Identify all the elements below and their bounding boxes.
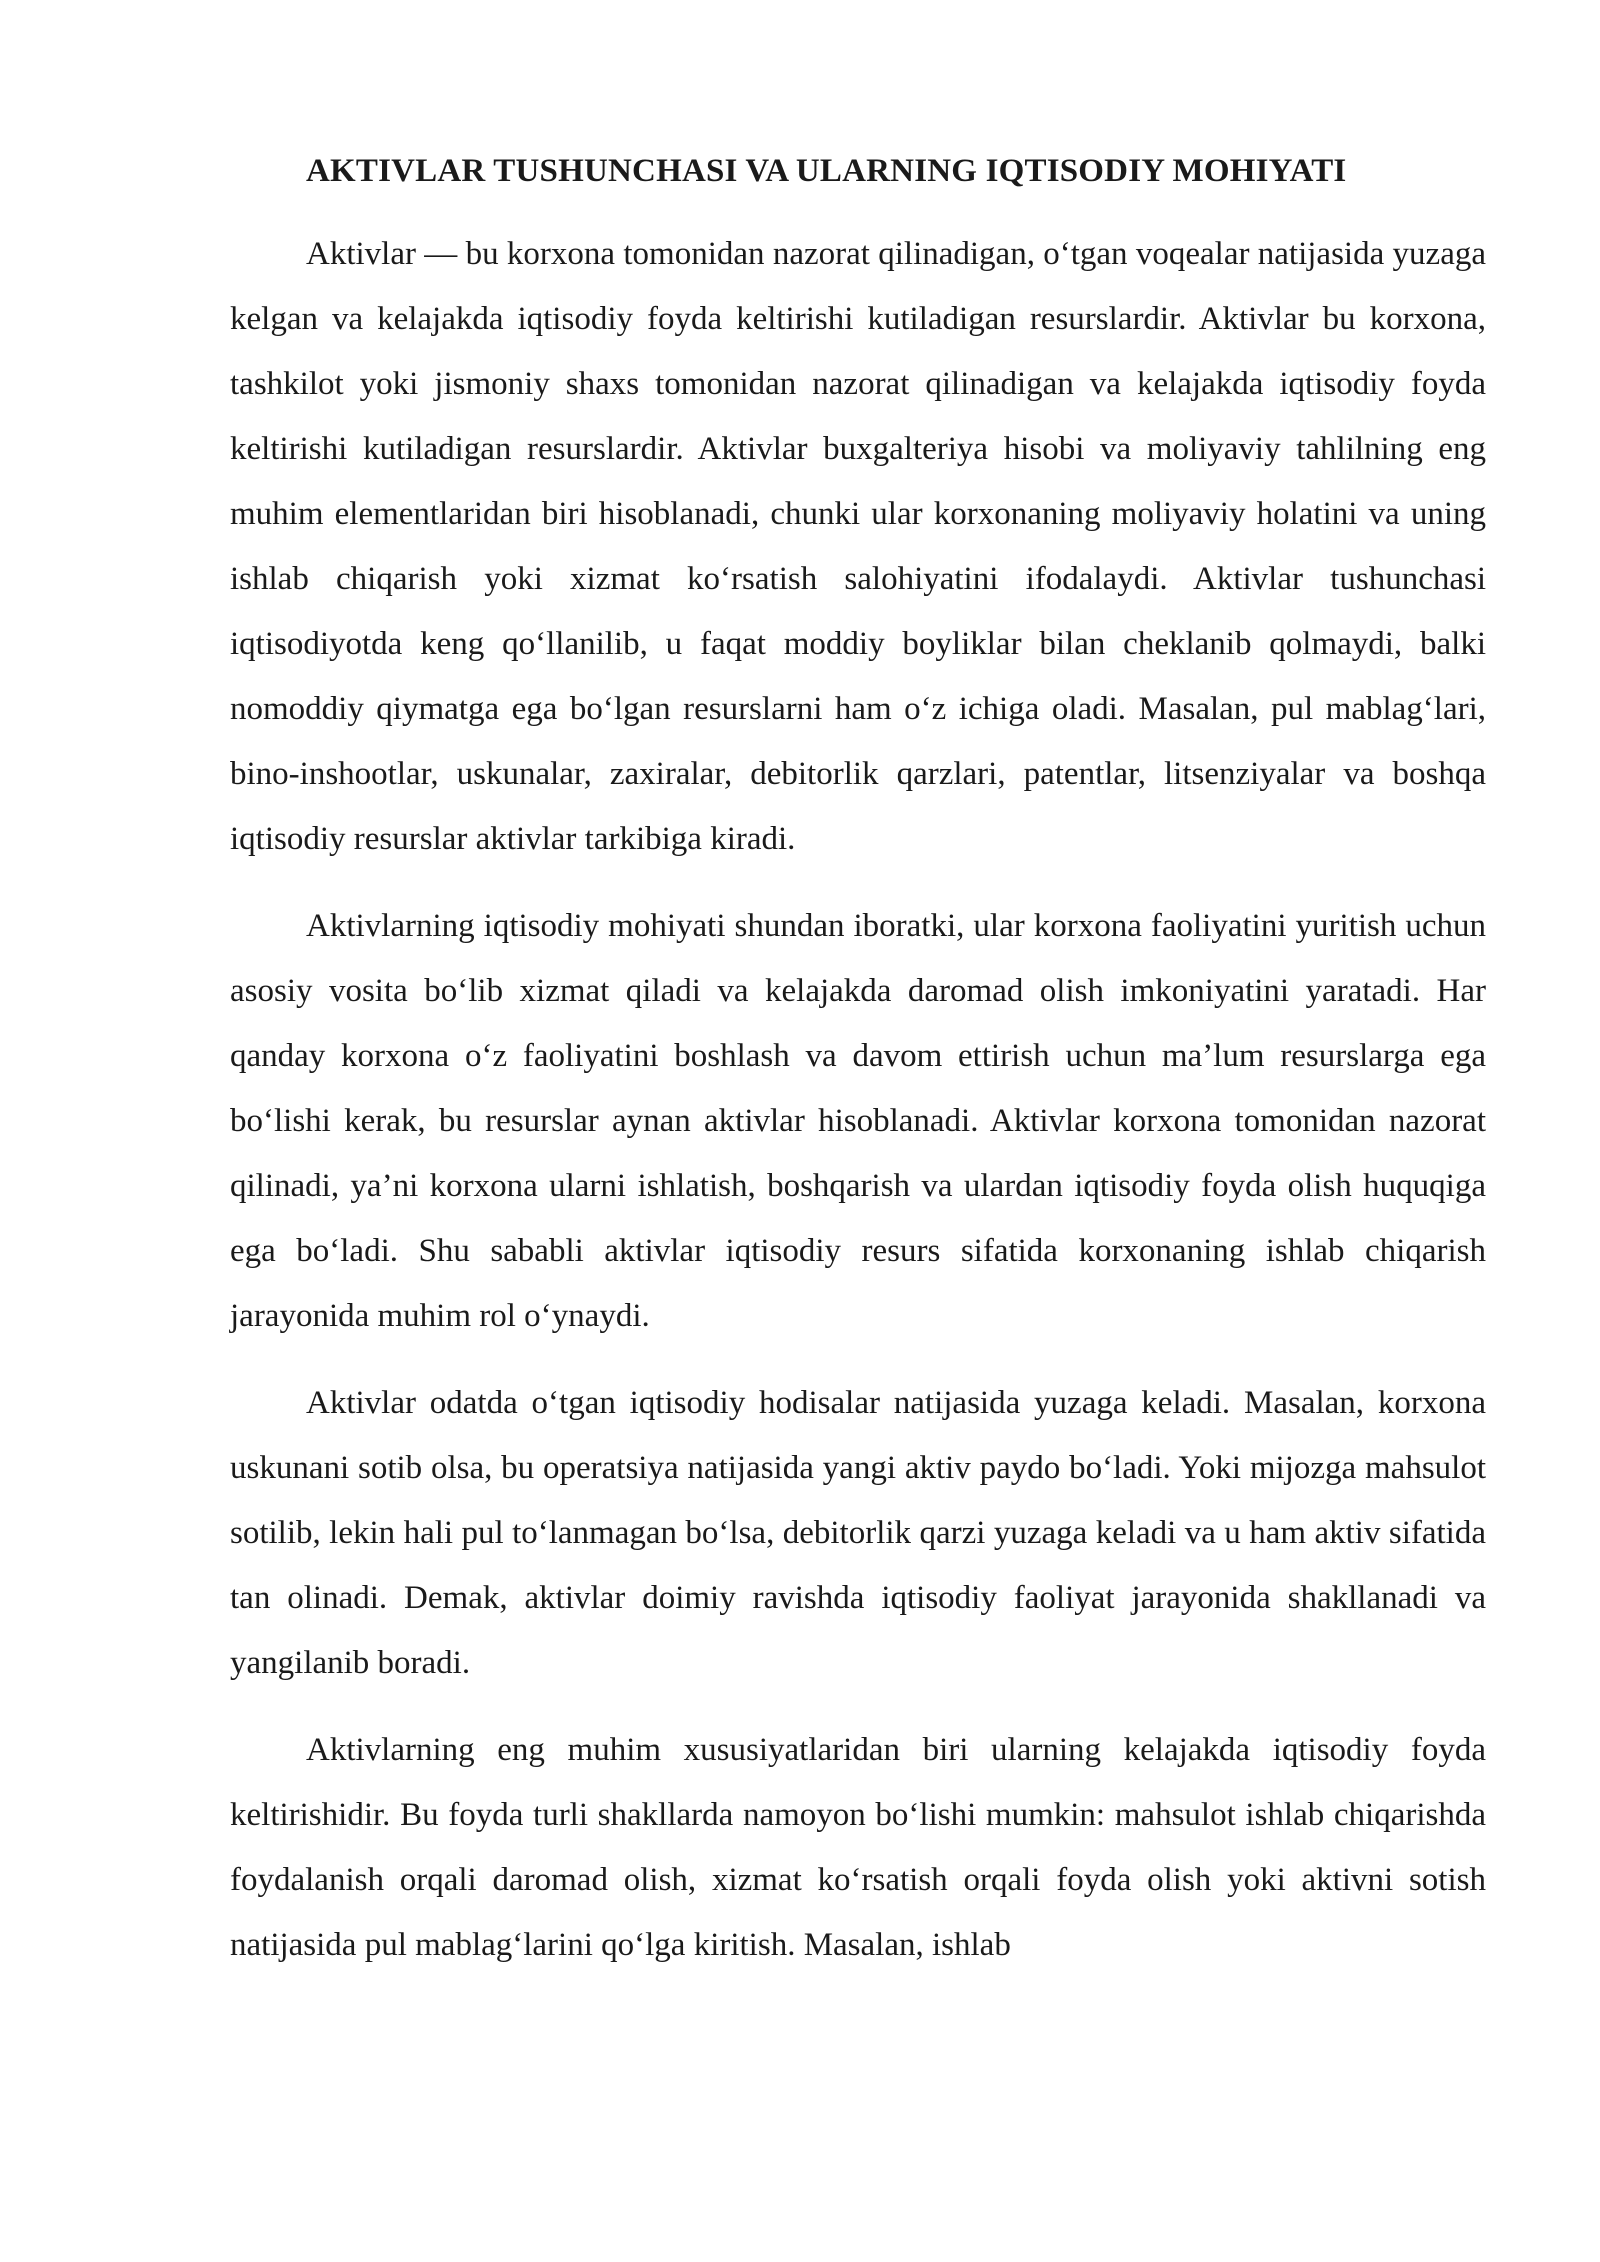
document-content	[230, 150, 1486, 2000]
paragraph-2: Aktivlarning iqtisodiy mohiyati shundan iboratki, ular korxona faoliyatini yuritish uchun asosiy vosita bo‘lib xizmat qiladi va kelajakda daromad olish imkoniyatini yaratadi. Har qanday korxona o‘z faoliyatini boshlash va davom ettirish uchun ma’lum resurslarga ega bo‘lishi kerak, bu resurslar aynan aktivlar hisoblanadi. Aktivlar korxona tomonidan nazorat qilinadi, ya’ni korxona ularni ishlatish, boshqarish va ulardan iqtisodiy foyda olish huquqiga ega bo‘ladi. Shu sababli aktivlar iqtisodiy resurs sifatida korxonaning ishlab chiqarish jarayonida muhim rol o‘ynaydi.	[230, 908, 1486, 1334]
document-title: AKTIVLAR TUSHUNCHASI VA ULARNING IQTISODIY MOHIYATI	[306, 153, 1347, 189]
paragraph-4: Aktivlarning eng muhim xususiyatlaridan biri ularning kelajakda iqtisodiy foyda keltirishidir. Bu foyda turli shakllarda namoyon bo‘lishi mumkin: mahsulot ishlab chiqarishda foydalanish orqali daromad olish, xizmat ko‘rsatish orqali foyda olish yoki aktivni sotish natijasida pul mablag‘larini qo‘lga kiritish. Masalan, ishlab	[230, 1732, 1486, 1963]
paragraph-3: Aktivlar odatda o‘tgan iqtisodiy hodisalar natijasida yuzaga keladi. Masalan, korxona uskunani sotib olsa, bu operatsiya natijasida yangi aktiv paydo bo‘ladi. Yoki mijozga mahsulot sotilib, lekin hali pul to‘lanmagan bo‘lsa, debitorlik qarzi yuzaga keladi va u ham aktiv sifatida tan olinadi. Demak, aktivlar doimiy ravishda iqtisodiy faoliyat jarayonida shakllanadi va yangilanib boradi.	[230, 1385, 1486, 1681]
paragraph-1: Aktivlar — bu korxona tomonidan nazorat qilinadigan, o‘tgan voqealar natijasida yuzaga kelgan va kelajakda iqtisodiy foyda keltirishi kutiladigan resurslardir. Aktivlar bu korxona, tashkilot yoki jismoniy shaxs tomonidan nazorat qilinadigan va kelajakda iqtisodiy foyda keltirishi kutiladigan resurslardir. Aktivlar buxgalteriya hisobi va moliyaviy tahlilning eng muhim elementlaridan biri hisoblanadi, chunki ular korxonaning moliyaviy holatini va uning ishlab chiqarish yoki xizmat ko‘rsatish salohiyatini ifodalaydi. Aktivlar tushunchasi iqtisodiyotda keng qo‘llanilib, u faqat moddiy boyliklar bilan cheklanib qolmaydi, balki nomoddiy qiymatga ega bo‘lgan resurslarni ham o‘z ichiga oladi. Masalan, pul mablag‘lari, bino-inshootlar, uskunalar, zaxiralar, debitorlik qarzlari, patentlar, litsenziyalar va boshqa iqtisodiy resurslar aktivlar tarkibiga kiradi.	[230, 236, 1486, 857]
